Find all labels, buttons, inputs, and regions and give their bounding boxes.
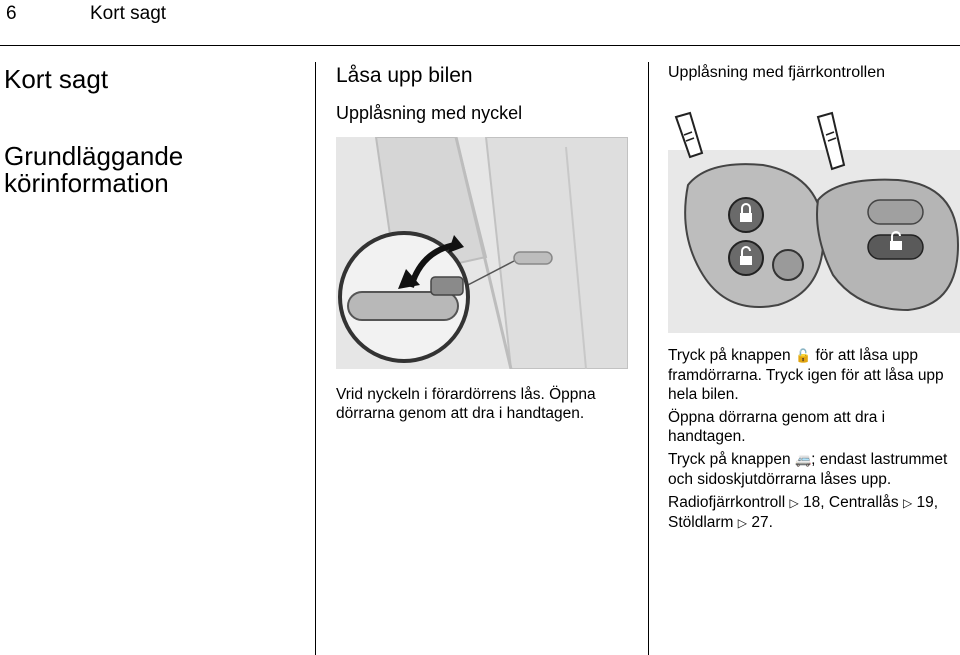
paragraph-cargo-unlock [668,450,960,489]
page-number: 6 [6,3,17,24]
subsection-heading-key: Upplåsning med nyckel [336,103,523,123]
remote-instructions [668,346,960,537]
reference-arrow-icon: ▷ [902,496,913,510]
chapter-subtitle: Grundläggande körinformation [4,141,184,198]
page-reference-link[interactable]: 27. [751,514,773,531]
section-heading: Låsa upp bilen [336,64,473,87]
van-icon: 🚐 [794,453,812,468]
page-reference-link[interactable]: 18, Centrallås [803,494,899,511]
running-header: Kort sagt [90,3,167,24]
door-lock-illustration [336,137,628,369]
chapter-title: Kort sagt [4,64,109,94]
text-fragment: Tryck på knappen [668,451,791,468]
paragraph-open-doors: Öppna dörrarna genom att dra i handtagen. [668,409,886,445]
text-fragment: Tryck på knappen [668,347,791,364]
key-unlock-caption: Vrid nyckeln i förardörrens lås. Öppna dörrarna genom att dra i handtagen. [336,386,596,422]
column-divider-1 [315,62,316,655]
reference-arrow-icon: ▷ [737,516,748,530]
subsection-heading-remote: Upplåsning med fjärrkontrollen [668,64,885,81]
text-fragment: för att låsa upp framdörrarna. Tryck igen för att låsa upp hela bilen. [668,347,944,403]
header-rule [0,45,960,46]
text-fragment: ; endast lastrummet och sidoskjutdörrarna låses upp. [668,451,948,488]
column-divider-2 [648,62,649,655]
reference-arrow-icon: ▷ [789,496,799,510]
unlock-icon: 🔓 [794,349,812,364]
paragraph-references [668,493,960,533]
remote-key-illustration [668,105,960,333]
text-fragment: Radiofjärrkontroll [668,494,786,511]
paragraph-unlock-front [668,346,960,404]
page-reference-link[interactable]: 19, Stöldlarm [668,494,939,531]
